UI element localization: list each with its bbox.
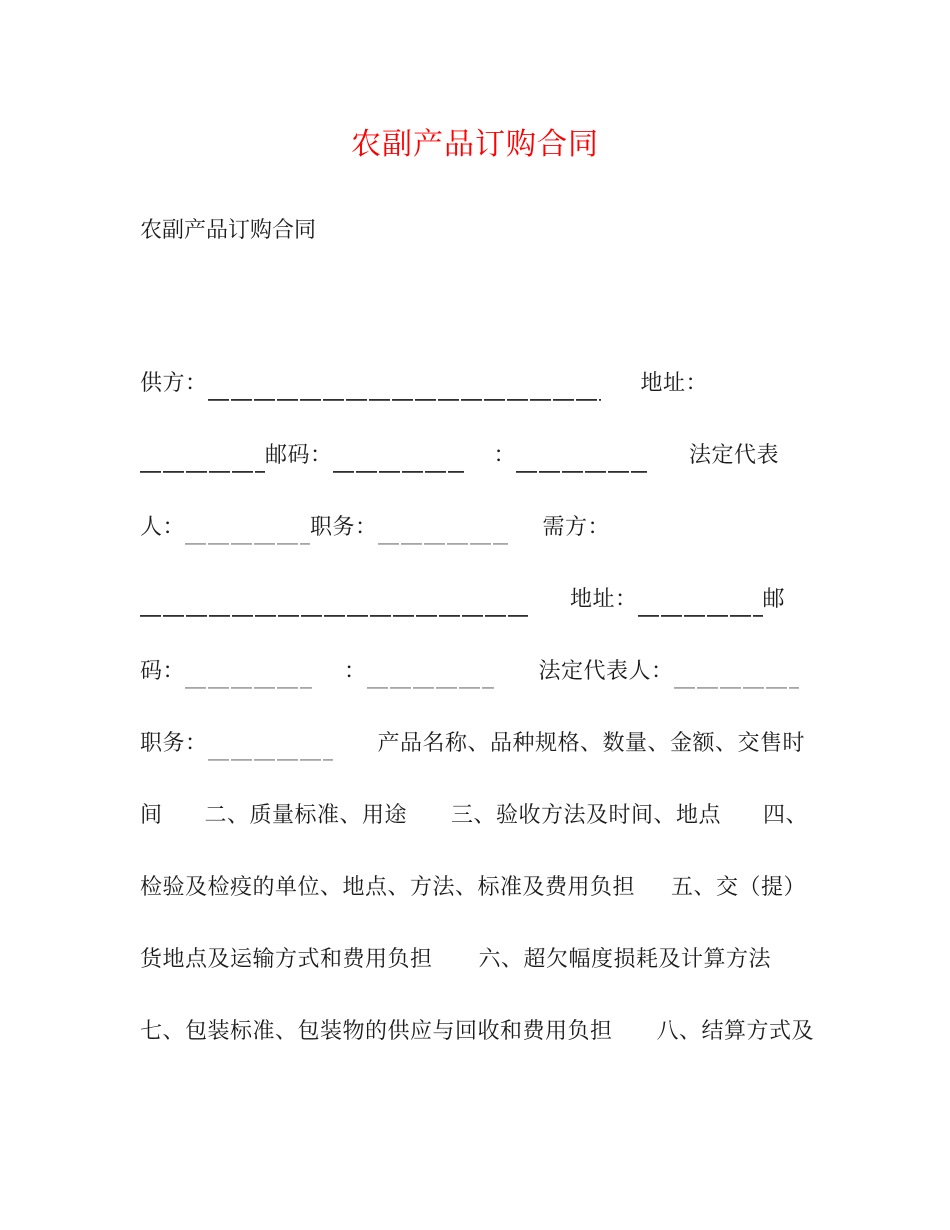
spacer xyxy=(312,669,344,670)
blank-underline xyxy=(333,443,464,473)
text-run: 职务： xyxy=(310,513,378,539)
text-line xyxy=(140,777,820,849)
text-run: 法定代表 xyxy=(689,441,780,467)
text-run: 七、包装标准、包装物的供应与回收和费用负担 xyxy=(140,1017,613,1043)
blank-underline xyxy=(208,371,601,401)
text-line xyxy=(140,705,820,777)
text-run: 产品名称、品种规格、数量、金额、交售时 xyxy=(377,729,806,755)
text-run: 供方： xyxy=(140,369,208,395)
text-line xyxy=(140,345,820,417)
text-line xyxy=(140,849,820,921)
text-line xyxy=(140,921,820,993)
blank-underline xyxy=(140,587,528,617)
text-run: 法定代表人： xyxy=(538,657,674,683)
text-run: 货地点及运输方式和费用负担 xyxy=(140,945,433,971)
spacer xyxy=(333,741,378,742)
document-intro: 农副产品订购合同 xyxy=(140,217,317,242)
spacer xyxy=(613,1029,657,1030)
spacer xyxy=(163,813,205,814)
spacer xyxy=(635,885,671,886)
spacer xyxy=(721,813,763,814)
text-run: 邮码： xyxy=(265,441,333,467)
blank-underline xyxy=(516,443,647,473)
text-run: 人： xyxy=(140,513,186,539)
text-line xyxy=(140,561,820,633)
text-run: 二、质量标准、用途 xyxy=(204,801,408,827)
text-run: 四、 xyxy=(763,801,809,827)
document-body xyxy=(140,345,820,1065)
text-run: 邮 xyxy=(762,585,786,611)
spacer xyxy=(601,381,641,382)
text-run: 五、交（提） xyxy=(671,873,807,899)
spacer xyxy=(407,813,451,814)
blank-underline xyxy=(674,659,799,689)
spacer xyxy=(508,525,543,526)
text-line xyxy=(140,633,820,705)
blank-underline xyxy=(140,443,265,473)
spacer xyxy=(464,453,494,454)
text-run: 职务： xyxy=(140,729,208,755)
blank-underline xyxy=(208,731,333,761)
blank-underline xyxy=(378,515,508,545)
text-run: 三、验收方法及时间、地点 xyxy=(451,801,722,827)
spacer xyxy=(647,453,689,454)
spacer xyxy=(528,597,570,598)
text-run: 间 xyxy=(140,801,163,827)
text-run: 地址： xyxy=(570,585,638,611)
spacer xyxy=(494,669,539,670)
blank-underline xyxy=(638,587,763,617)
spacer xyxy=(433,957,479,958)
text-line xyxy=(140,489,820,561)
text-run: 检验及检疫的单位、地点、方法、标准及费用负担 xyxy=(140,873,636,899)
text-run: 地址： xyxy=(640,369,709,395)
text-run: 需方： xyxy=(542,513,611,539)
text-run: 六、超欠幅度损耗及计算方法 xyxy=(478,945,772,971)
text-run: ： xyxy=(344,657,367,683)
text-run: ： xyxy=(493,441,517,467)
text-line xyxy=(140,993,820,1065)
text-run: 八、结算方式及 xyxy=(656,1017,815,1043)
document-title: 农副产品订购合同 xyxy=(351,128,599,161)
text-run: 码： xyxy=(140,657,186,683)
blank-underline xyxy=(367,659,494,689)
blank-underline xyxy=(185,659,312,689)
blank-underline xyxy=(185,515,310,545)
text-line xyxy=(140,417,820,489)
